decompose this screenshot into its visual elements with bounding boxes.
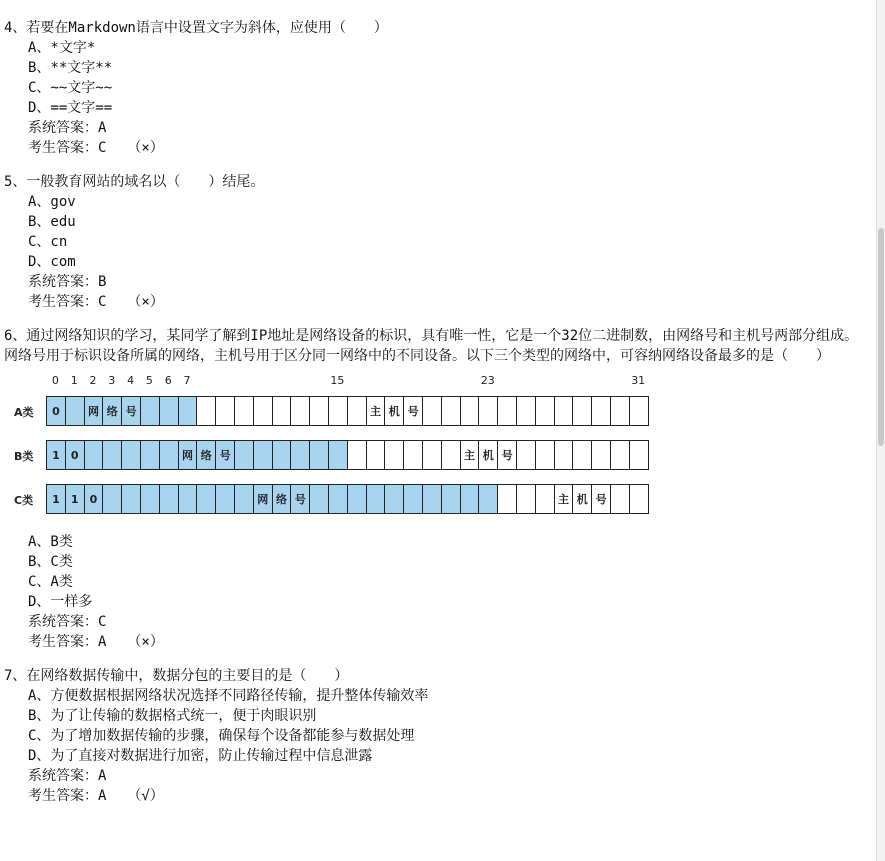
network-bit-cell: 号 — [290, 484, 310, 514]
host-bit-cell — [478, 396, 498, 426]
host-bit-cell — [272, 396, 292, 426]
network-bit-cell: 网 — [84, 396, 104, 426]
network-bit-cell — [121, 484, 141, 514]
option-a: A、gov — [28, 194, 76, 210]
system-answer: 系统答案：C — [28, 614, 107, 630]
host-bit-cell — [629, 484, 649, 514]
network-bit-cell — [309, 440, 329, 470]
host-bit-cell: 主 — [554, 484, 574, 514]
option-d: D、==文字== — [28, 100, 113, 116]
host-bit-cell — [384, 440, 404, 470]
ip-address-classes-figure — [4, 374, 868, 528]
network-bit-cell — [403, 484, 423, 514]
network-bit-cell — [328, 484, 348, 514]
bit-number: 23 — [480, 374, 495, 387]
network-bit-cell — [328, 440, 348, 470]
option-d: D、为了直接对数据进行加密，防止传输过程中信息泄露 — [28, 748, 373, 764]
question-7 — [4, 666, 868, 806]
student-answer: 考生答案：A （√） — [28, 788, 164, 804]
network-bit-cell — [253, 440, 273, 470]
network-bit-cell — [290, 440, 310, 470]
bit-number: 0 — [51, 374, 59, 387]
host-bit-cell — [497, 484, 517, 514]
network-bit-cell — [102, 484, 122, 514]
question-stem: 4、若要在Markdown语言中设置文字为斜体，应使用（ ） — [4, 20, 388, 36]
network-bit-cell — [121, 440, 141, 470]
host-bit-cell — [403, 440, 423, 470]
quiz-review-document — [4, 18, 868, 806]
network-bit-cell — [102, 440, 122, 470]
host-bit-cell — [591, 396, 611, 426]
host-bit-cell: 号 — [497, 440, 517, 470]
host-bit-cell: 号 — [591, 484, 611, 514]
host-bit-cell — [290, 396, 310, 426]
network-bit-cell — [65, 396, 85, 426]
network-bit-cell — [178, 396, 198, 426]
host-bit-cell: 机 — [572, 484, 592, 514]
host-bit-cell — [610, 440, 630, 470]
network-bit-cell — [309, 484, 329, 514]
bit-number: 31 — [631, 374, 646, 387]
network-bit-cell: 号 — [121, 396, 141, 426]
bit-number: 6 — [164, 374, 172, 387]
network-bit-cell — [347, 484, 367, 514]
option-c: C、A类 — [28, 574, 73, 590]
network-bit-cell — [384, 484, 404, 514]
question-stem: 5、一般教育网站的域名以（ ）结尾。 — [4, 174, 265, 190]
host-bit-cell — [516, 396, 536, 426]
network-bit-cell — [366, 484, 386, 514]
network-bit-cell — [478, 484, 498, 514]
option-b: B、C类 — [28, 554, 73, 570]
bit-number: 7 — [183, 374, 191, 387]
ip-class-label: C类 — [14, 494, 34, 507]
network-bit-cell: 络 — [102, 396, 122, 426]
network-bit-cell — [140, 484, 160, 514]
network-bit-cell — [159, 484, 179, 514]
network-bit-cell — [234, 440, 254, 470]
network-bit-cell — [196, 484, 216, 514]
host-bit-cell — [497, 396, 517, 426]
host-bit-cell — [309, 396, 329, 426]
network-bit-cell — [215, 484, 235, 514]
option-a: A、B类 — [28, 534, 73, 550]
question-5 — [4, 172, 868, 312]
system-answer: 系统答案：A — [28, 768, 107, 784]
host-bit-cell — [629, 396, 649, 426]
ip-class-label: B类 — [14, 450, 34, 463]
network-bit-cell — [159, 440, 179, 470]
question-6 — [4, 326, 868, 652]
host-bit-cell — [516, 484, 536, 514]
option-d: D、一样多 — [28, 594, 93, 610]
host-bit-cell — [422, 440, 442, 470]
question-stem: 6、通过网络知识的学习，某同学了解到IP地址是网络设备的标识，具有唯一性，它是一个32位二进制数，由网络号和主机号两部分组成。网络号用于标识设备所属的网络，主机号用于区分同一网络中的不同设备。以下三个类型的网络中，可容纳网络设备最多的是（ ） — [4, 328, 859, 364]
option-d: D、com — [28, 254, 76, 270]
option-c: C、为了增加数据传输的步骤，确保每个设备都能参与数据处理 — [28, 728, 415, 744]
host-bit-cell — [422, 396, 442, 426]
option-b: B、为了让传输的数据格式统一，便于肉眼识别 — [28, 708, 317, 724]
option-b: B、**文字** — [28, 60, 113, 76]
host-bit-cell — [196, 396, 216, 426]
network-bit-cell: 0 — [46, 396, 66, 426]
option-b: B、edu — [28, 214, 76, 230]
host-bit-cell — [535, 440, 555, 470]
option-c: C、~~文字~~ — [28, 80, 113, 96]
host-bit-cell: 机 — [384, 396, 404, 426]
ip-class-label: A类 — [14, 406, 34, 419]
question-stem: 7、在网络数据传输中，数据分包的主要目的是（ ） — [4, 668, 349, 684]
network-bit-cell — [159, 396, 179, 426]
host-bit-cell — [215, 396, 235, 426]
system-answer: 系统答案：A — [28, 120, 107, 136]
network-bit-cell: 1 — [46, 484, 66, 514]
option-c: C、cn — [28, 234, 68, 250]
bit-number: 4 — [127, 374, 135, 387]
network-bit-cell: 网 — [253, 484, 273, 514]
bit-number: 15 — [330, 374, 345, 387]
network-bit-cell: 网 — [178, 440, 198, 470]
network-bit-cell: 1 — [46, 440, 66, 470]
host-bit-cell — [610, 484, 630, 514]
student-answer: 考生答案：C （×） — [28, 294, 164, 310]
network-bit-cell: 号 — [215, 440, 235, 470]
host-bit-cell — [347, 396, 367, 426]
host-bit-cell — [347, 440, 367, 470]
host-bit-cell: 主 — [366, 396, 386, 426]
vertical-scrollbar[interactable] — [876, 0, 885, 861]
bit-number: 1 — [70, 374, 78, 387]
host-bit-cell — [591, 440, 611, 470]
network-bit-cell: 0 — [84, 484, 104, 514]
network-bit-cell — [140, 440, 160, 470]
host-bit-cell — [253, 396, 273, 426]
host-bit-cell — [610, 396, 630, 426]
host-bit-cell — [554, 396, 574, 426]
host-bit-cell — [572, 396, 592, 426]
option-a: A、*文字* — [28, 40, 96, 56]
student-answer: 考生答案：A （×） — [28, 634, 164, 650]
network-bit-cell — [140, 396, 160, 426]
system-answer: 系统答案：B — [28, 274, 107, 290]
network-bit-cell: 1 — [65, 484, 85, 514]
network-bit-cell: 络 — [196, 440, 216, 470]
host-bit-cell — [366, 440, 386, 470]
host-bit-cell — [234, 396, 254, 426]
question-4 — [4, 18, 868, 158]
network-bit-cell — [422, 484, 442, 514]
student-answer: 考生答案：C （×） — [28, 140, 164, 156]
scrollbar-thumb[interactable] — [878, 228, 884, 446]
host-bit-cell: 机 — [478, 440, 498, 470]
network-bit-cell — [178, 484, 198, 514]
bit-number: 3 — [108, 374, 116, 387]
host-bit-cell — [516, 440, 536, 470]
host-bit-cell — [629, 440, 649, 470]
host-bit-cell — [535, 396, 555, 426]
network-bit-cell — [84, 440, 104, 470]
network-bit-cell — [441, 484, 461, 514]
host-bit-cell — [328, 396, 348, 426]
option-a: A、方便数据根据网络状况选择不同路径传输，提升整体传输效率 — [28, 688, 429, 704]
host-bit-cell — [441, 440, 461, 470]
network-bit-cell — [460, 484, 480, 514]
bit-number: 2 — [89, 374, 97, 387]
network-bit-cell — [272, 440, 292, 470]
host-bit-cell: 主 — [460, 440, 480, 470]
host-bit-cell — [572, 440, 592, 470]
host-bit-cell — [554, 440, 574, 470]
host-bit-cell — [460, 396, 480, 426]
host-bit-cell — [441, 396, 461, 426]
bit-number: 5 — [145, 374, 153, 387]
network-bit-cell: 络 — [272, 484, 292, 514]
network-bit-cell — [234, 484, 254, 514]
network-bit-cell: 0 — [65, 440, 85, 470]
host-bit-cell: 号 — [403, 396, 423, 426]
host-bit-cell — [535, 484, 555, 514]
